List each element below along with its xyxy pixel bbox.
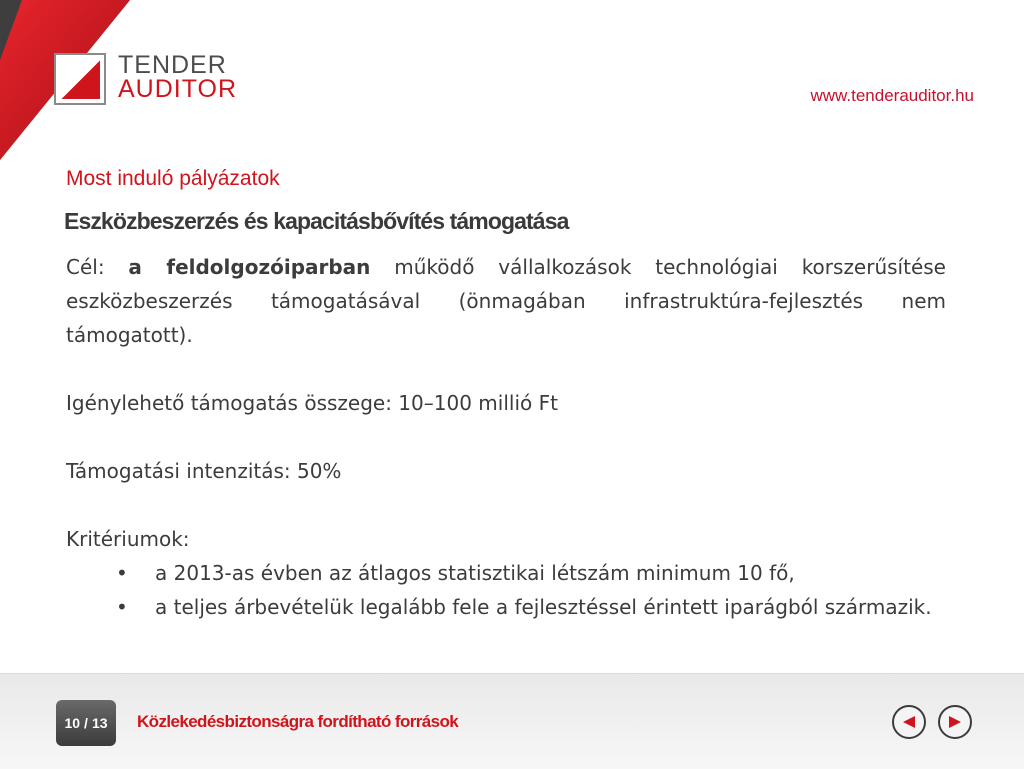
logo-line-tender: TENDER: [118, 51, 227, 79]
criteria-label: Kritériumok:: [66, 527, 190, 551]
footer-title: Közlekedésbiztonságra fordítható források: [137, 712, 459, 731]
slide-subtitle: Most induló pályázatok: [66, 167, 280, 190]
page-total: 13: [91, 715, 108, 731]
intensity-text: Támogatási intenzitás: 50%: [66, 459, 342, 483]
slide-title: Eszközbeszerzés és kapacitásbővítés támogatása: [64, 208, 569, 234]
page-separator: /: [84, 715, 88, 731]
logo-mark-icon: [54, 53, 106, 105]
criteria-list: [66, 556, 946, 624]
criteria-item-text: a 2013-as évben az átlagos statisztikai létszám minimum 10 fő,: [155, 561, 795, 585]
page-counter: [56, 700, 116, 746]
next-slide-button[interactable]: [938, 705, 972, 739]
goal-label: Cél:: [66, 255, 105, 279]
bullet-icon: •: [116, 595, 128, 619]
website-url[interactable]: www.tenderauditor.hu: [810, 86, 974, 105]
footer-bar: [0, 673, 1024, 769]
logo-line-auditor: AUDITOR: [118, 75, 238, 103]
goal-bold-text: a feldolgozóiparban: [128, 255, 371, 279]
criteria-item-text: a teljes árbevételük legalább fele a fejlesztéssel érintett iparágból származik.: [155, 595, 932, 619]
amount-text: Igénylehető támogatás összege: 10–100 millió Ft: [66, 391, 558, 415]
list-item: [66, 590, 946, 624]
list-item: [66, 556, 946, 590]
bullet-icon: •: [116, 561, 128, 585]
slide-content: [66, 250, 946, 624]
goal-text: működő vállalkozások technológiai korszerűsítése eszközbeszerzés támogatásával (önmagában infrastruktúra-fejlesztés nem támogatott).: [66, 255, 946, 347]
triangle-right-icon: [947, 715, 963, 729]
logo-text: [118, 53, 237, 101]
triangle-left-icon: [901, 715, 917, 729]
goal-paragraph: [66, 250, 946, 352]
previous-slide-button[interactable]: [892, 705, 926, 739]
company-logo[interactable]: [54, 53, 244, 109]
page-current: 10: [64, 715, 81, 731]
